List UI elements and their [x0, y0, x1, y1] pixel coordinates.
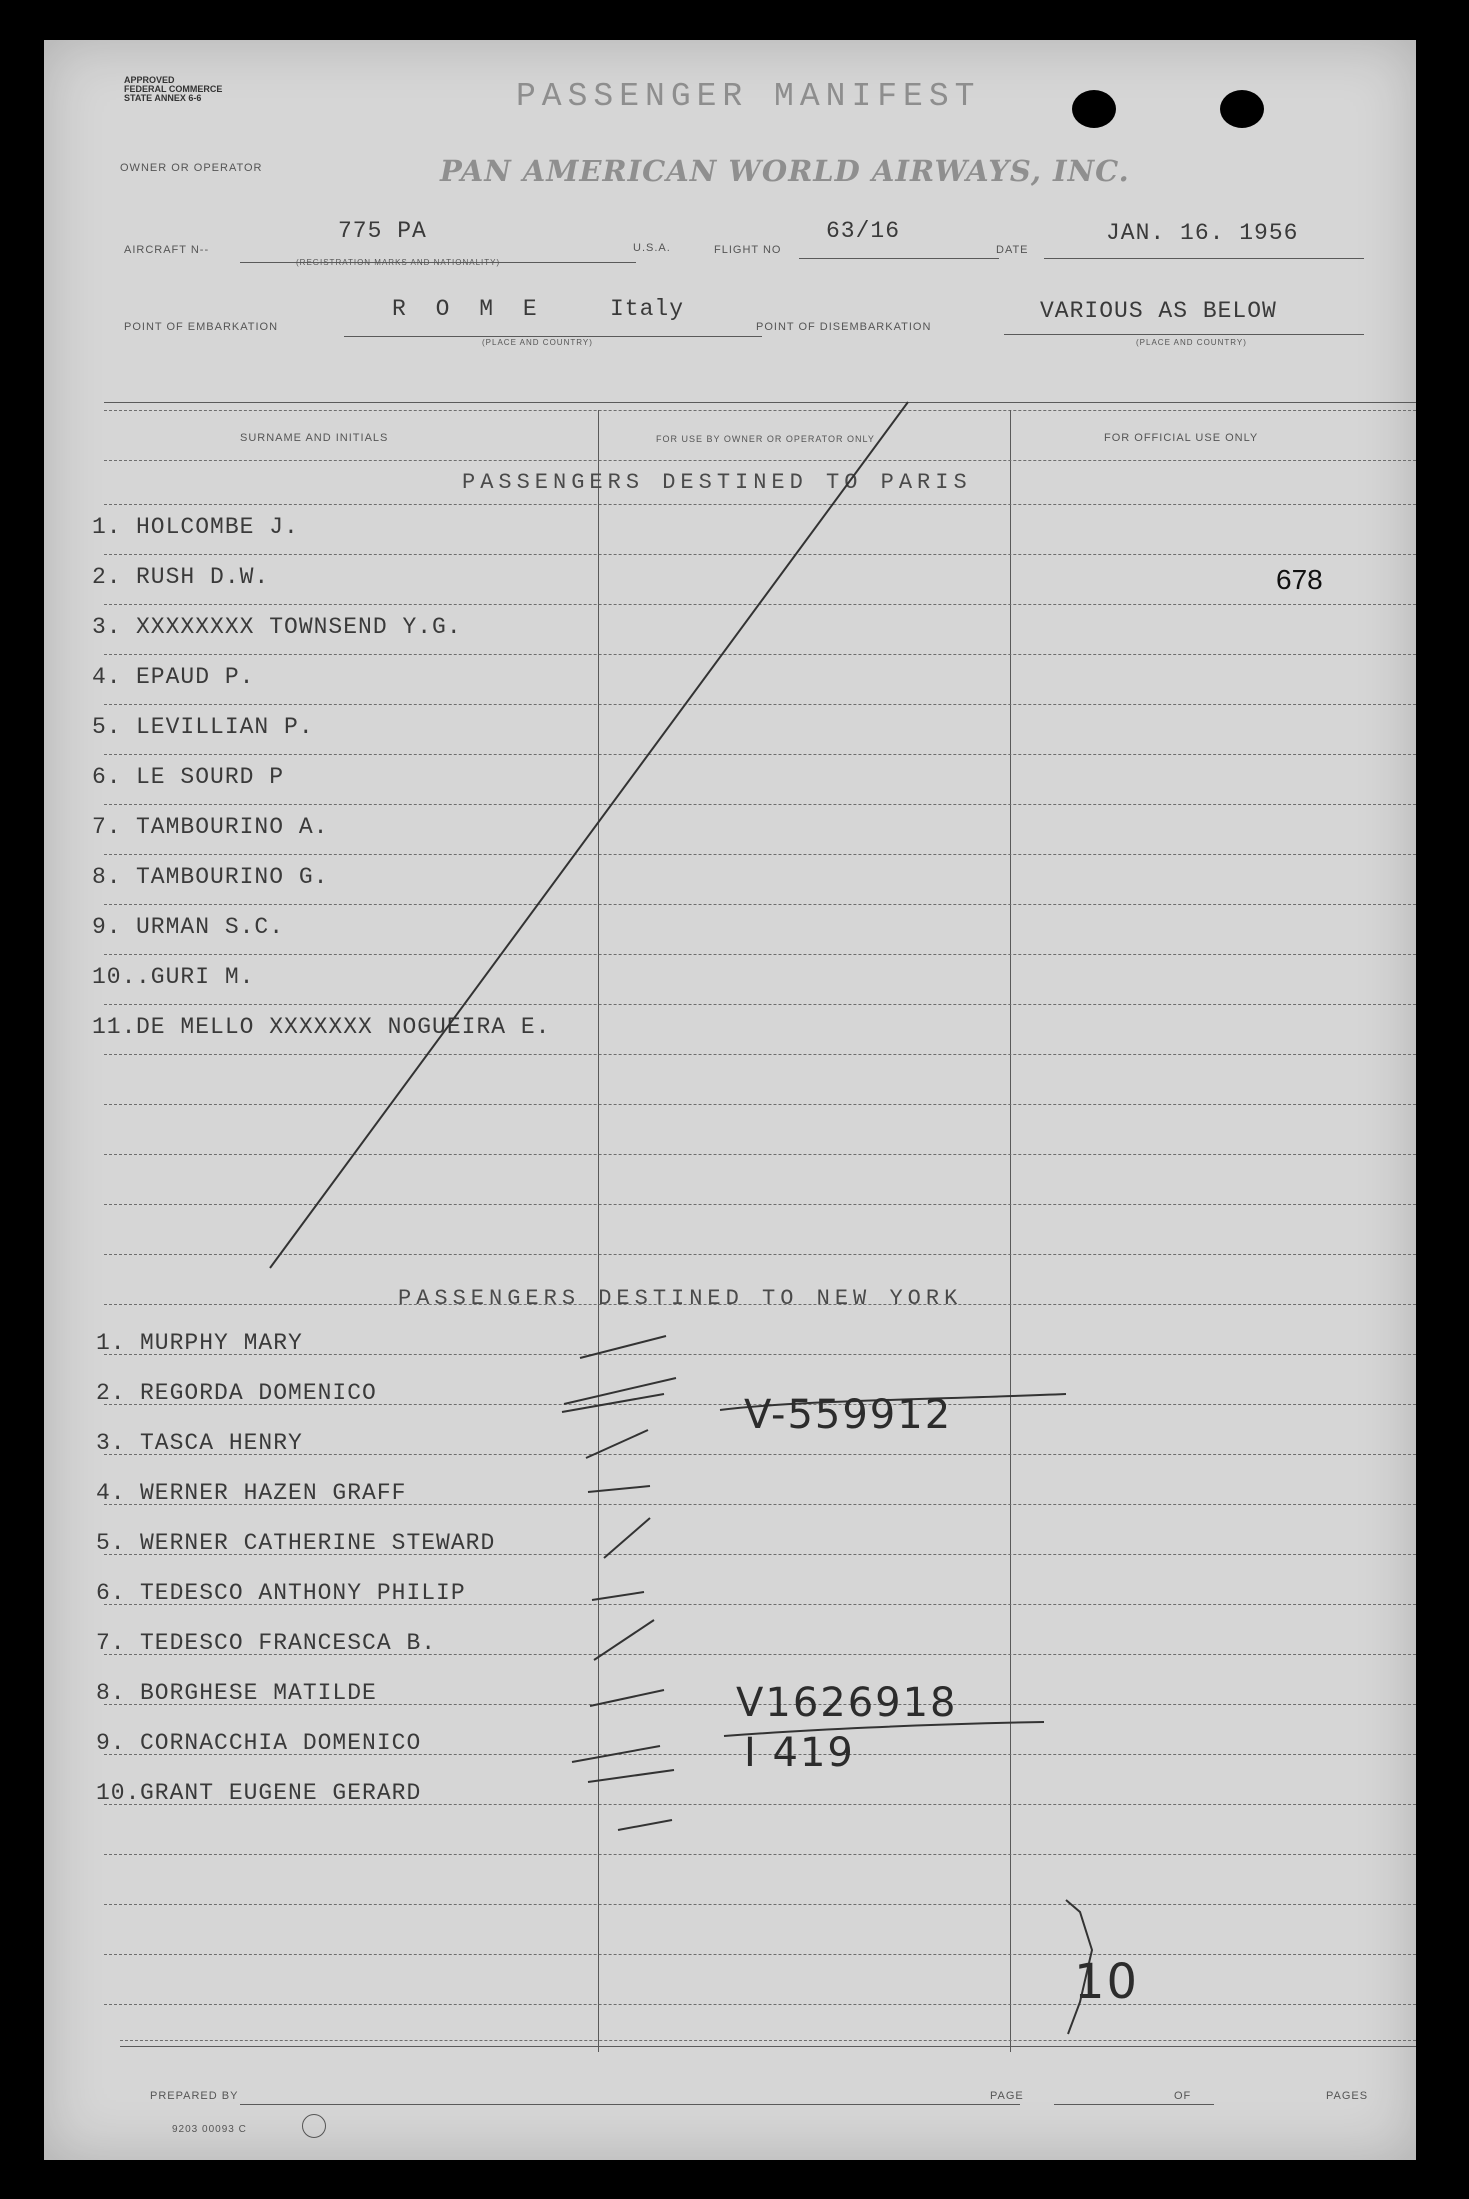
passenger-name: WERNER CATHERINE STEWARD [140, 1530, 496, 1556]
passenger-number: 2. [96, 1380, 126, 1406]
page-title: PASSENGER MANIFEST [516, 78, 981, 115]
check-tick [580, 1336, 666, 1358]
passenger-number: 3. [96, 1430, 126, 1456]
form-code: 9203 00093 C [172, 2124, 247, 2135]
passenger-name: BORGHESE MATILDE [140, 1680, 377, 1706]
check-tick [564, 1378, 676, 1404]
check-tick [592, 1592, 644, 1600]
passenger-name: TAMBOURINO G. [136, 864, 329, 890]
passenger-number: 3. [92, 614, 122, 640]
passenger-name: GRANT EUGENE GERARD [140, 1780, 422, 1806]
passenger-name: HOLCOMBE J. [136, 514, 299, 540]
passenger-number: 7. [92, 814, 122, 840]
passenger-number: 10. [96, 1780, 141, 1806]
passenger-name: TAMBOURINO A. [136, 814, 329, 840]
check-tick [618, 1820, 672, 1830]
diagonal-cancel-stroke [270, 402, 908, 1268]
passenger-name: .GURI M. [136, 964, 255, 990]
check-tick [588, 1486, 650, 1492]
owner-label: OWNER OR OPERATOR [120, 162, 263, 174]
pages-label: PAGES [1326, 2090, 1369, 2102]
passenger-number: 9. [96, 1730, 126, 1756]
union-bug-icon [302, 2114, 326, 2138]
check-tick [588, 1770, 674, 1782]
manifest-sheet [44, 40, 1416, 2160]
col1-header: SURNAME AND INITIALS [240, 432, 389, 444]
passenger-number: 6. [92, 764, 122, 790]
handwritten-total: 10 [1074, 1954, 1140, 2010]
prepared-label: PREPARED BY [150, 2090, 239, 2102]
passenger-name: REGORDA DOMENICO [140, 1380, 377, 1406]
passenger-number: 6. [96, 1580, 126, 1606]
passenger-name: EPAUD P. [136, 664, 255, 690]
passenger-number: 4. [96, 1480, 126, 1506]
aircraft-sub: (REGISTRATION MARKS AND NATIONALITY) [296, 258, 501, 267]
footer-rule-2 [120, 2046, 1416, 2047]
passenger-name: MURPHY MARY [140, 1330, 303, 1356]
aircraft-label: AIRCRAFT N-- [124, 244, 210, 256]
page-line [1054, 2104, 1214, 2105]
paris-heading: PASSENGERS DESTINED TO PARIS [462, 470, 972, 495]
passenger-number: 4. [92, 664, 122, 690]
passenger-number: 5. [92, 714, 122, 740]
prepared-line [240, 2104, 1020, 2105]
passenger-name: XXXXXXXX TOWNSEND Y.G. [136, 614, 462, 640]
embark-country: Italy [610, 296, 685, 322]
passenger-number: 8. [96, 1680, 126, 1706]
passenger-name: DE MELLO XXXXXXX NOGUEIRA E. [136, 1014, 551, 1040]
usa-label: U.S.A. [633, 242, 671, 254]
new-york-heading: PASSENGERS DESTINED TO NEW YORK [398, 1286, 963, 1311]
col3-header: FOR OFFICIAL USE ONLY [1104, 432, 1259, 444]
page-label: PAGE [990, 2090, 1024, 2102]
passenger-name: WERNER HAZEN GRAFF [140, 1480, 407, 1506]
embark-city: R O M E [392, 296, 545, 322]
flight-value: 63/16 [826, 218, 901, 244]
official-stamp-number: 678 [1276, 564, 1323, 595]
passenger-number: 1. [96, 1330, 126, 1356]
passenger-name: TEDESCO ANTHONY PHILIP [140, 1580, 466, 1606]
check-tick [590, 1690, 664, 1706]
flight-label: FLIGHT NO [714, 244, 782, 256]
date-value: JAN. 16. 1956 [1106, 220, 1299, 246]
passenger-name: URMAN S.C. [136, 914, 285, 940]
passenger-number: 1. [92, 514, 122, 540]
check-tick [586, 1430, 648, 1458]
passenger-number: 8. [92, 864, 122, 890]
handwritten-marks [44, 40, 1416, 2160]
passenger-name: LEVILLIAN P. [136, 714, 314, 740]
owner-name: PAN AMERICAN WORLD AIRWAYS, INC. [440, 154, 1130, 188]
passenger-name: TASCA HENRY [140, 1430, 303, 1456]
passenger-number: 11. [92, 1014, 137, 1040]
aircraft-value: 775 PA [338, 218, 427, 244]
passenger-name: LE SOURD P [136, 764, 285, 790]
passenger-name: RUSH D.W. [136, 564, 270, 590]
passenger-number: 9. [92, 914, 122, 940]
passenger-number: 10. [92, 964, 137, 990]
disembark-value: VARIOUS AS BELOW [1040, 298, 1277, 324]
nyc-note-2: V-559912 [744, 1392, 953, 1438]
of-label: OF [1174, 2090, 1192, 2102]
embark-sub: (PLACE AND COUNTRY) [482, 338, 593, 347]
passenger-name: CORNACCHIA DOMENICO [140, 1730, 422, 1756]
disembark-sub: (PLACE AND COUNTRY) [1136, 338, 1247, 347]
embark-label: POINT OF EMBARKATION [124, 321, 279, 333]
check-tick [604, 1518, 650, 1558]
check-tick [572, 1746, 660, 1762]
check-tick [594, 1620, 654, 1660]
passenger-number: 2. [92, 564, 122, 590]
nyc-note-9: I 419 [744, 1730, 855, 1776]
passenger-name: TEDESCO FRANCESCA B. [140, 1630, 437, 1656]
date-label: DATE [996, 244, 1029, 256]
col2-header: FOR USE BY OWNER OR OPERATOR ONLY [656, 434, 875, 444]
passenger-number: 5. [96, 1530, 126, 1556]
footer-rule [120, 2040, 1416, 2041]
disembark-label: POINT OF DISEMBARKATION [756, 321, 932, 333]
passenger-number: 7. [96, 1630, 126, 1656]
check-tick [562, 1394, 664, 1412]
approval-stamp: APPROVED FEDERAL COMMERCE STATE ANNEX 6-6 [124, 75, 223, 103]
nyc-note-8: V1626918 [736, 1680, 958, 1726]
